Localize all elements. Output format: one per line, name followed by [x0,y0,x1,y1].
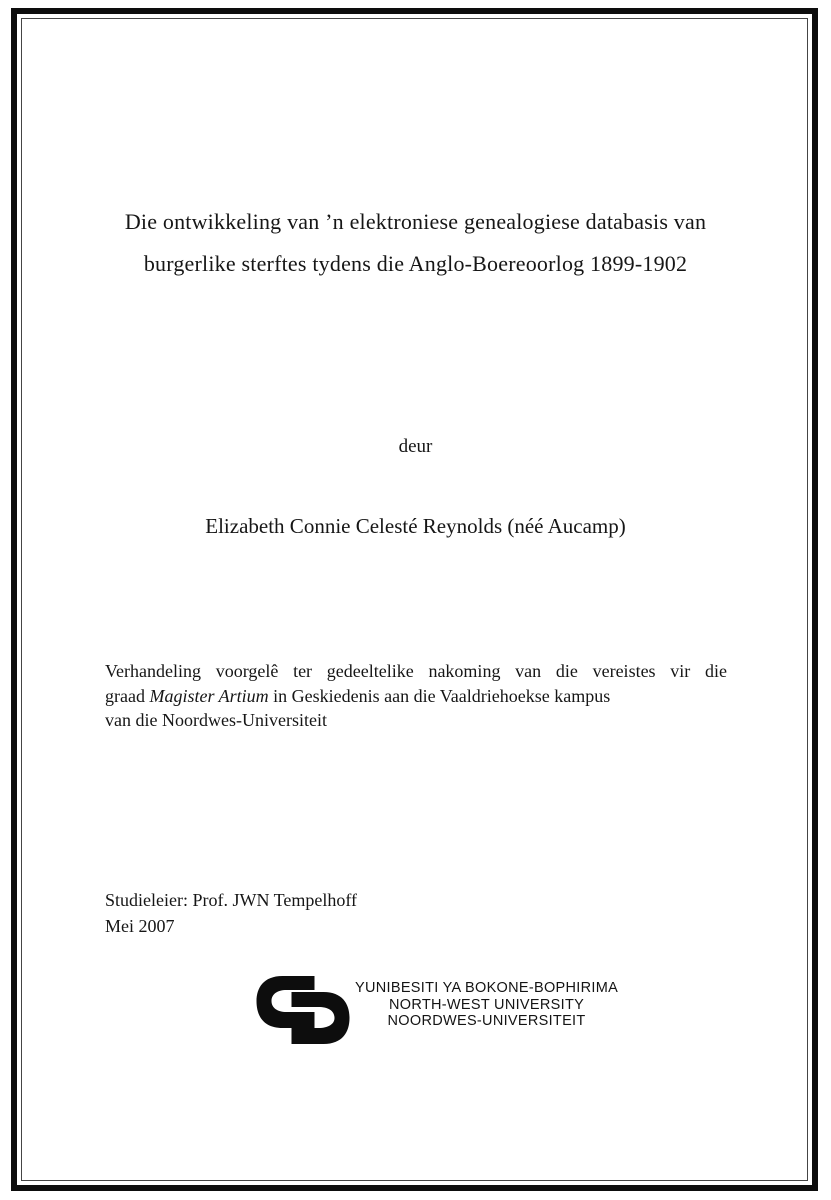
date-line: Mei 2007 [105,916,175,936]
logo-text-line-2: NORTH-WEST UNIVERSITY [388,996,585,1013]
submission-line-2-prefix: graad [105,685,150,706]
supervisor-line: Studieleier: Prof. JWN Tempelhoff [105,890,358,910]
submission-line-3: van die Noordwes-Universiteit [105,710,327,730]
nwu-logo-icon [256,976,350,1044]
submission-line-1: Verhandeling voorgelê ter gedeeltelike nakoming van die vereistes vir die [105,661,727,681]
supervisor-and-date [105,887,357,939]
byline-deur: deur [398,436,433,457]
thesis-title-line-2: burgerlike sterftes tydens die Anglo-Boereoorlog 1899-1902 [143,251,688,276]
author-name: Elizabeth Connie Celesté Reynolds (néé Aucamp) [205,514,626,538]
nwu-logo [256,976,618,1044]
submission-statement [105,659,727,733]
thesis-title [60,201,771,285]
thesis-title-line-1: Die ontwikkeling van ’n elektroniese genealogiese databasis van [124,209,707,234]
submission-line-2 [105,684,727,709]
nwu-logo-text [355,980,618,1030]
logo-text-line-3: NOORDWES-UNIVERSITEIT [387,1013,586,1029]
degree-name-italic: Magister Artium [149,685,269,706]
logo-text-line-1: YUNIBESITI YA BOKONE-BOPHIRIMA [355,980,619,996]
submission-line-2-suffix: in Geskiedenis aan die Vaaldriehoekse kampus [268,685,611,706]
